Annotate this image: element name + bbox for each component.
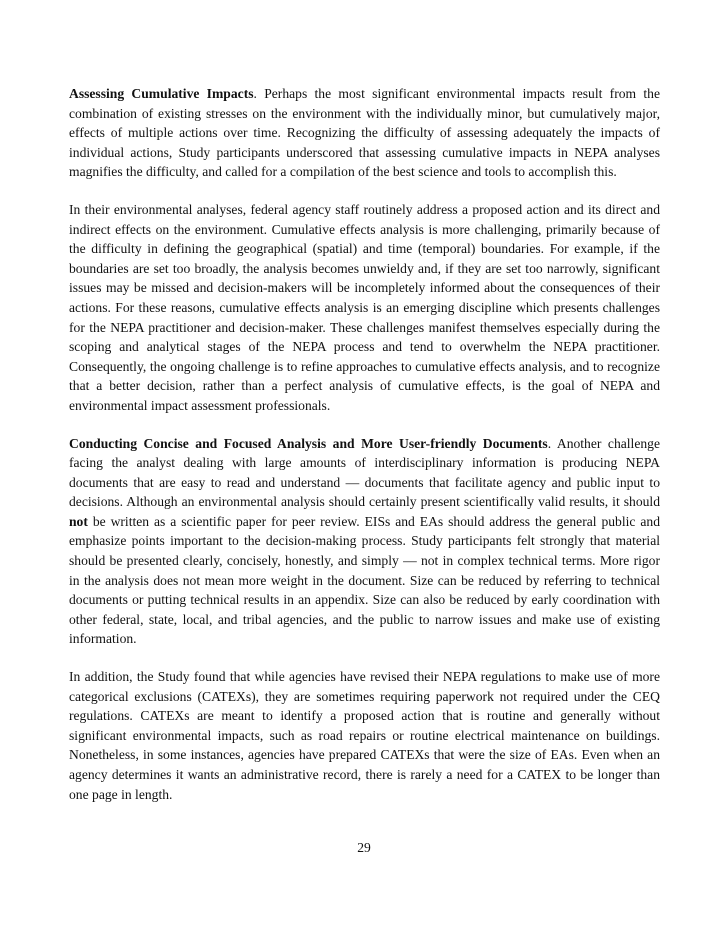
paragraph-assessing-cumulative-impacts: [69, 84, 660, 182]
heading-period: .: [253, 86, 257, 101]
page-number: 29: [357, 840, 371, 855]
document-body: [69, 84, 660, 822]
paragraph-catex: [69, 667, 660, 804]
paragraph-text: Another challenge facing the analyst dealing with large amounts of interdisciplinary information is producing NEPA documents that are easy to read and understand — documents that facilitate agency and public input to decisions. Although an environmental analysis should certainly present scientifically valid results, it should: [69, 435, 660, 510]
paragraph-text-continued: be written as a scientific paper for peer review. EISs and EAs should address the general public and emphasize points important to the decision-making process. Study participants felt strongly that material should be presented clearly, concisely, honestly, and simply — not in complex technical terms. More rigor in the analysis does not mean more weight in the document. Size can be reduced by referring to technical documents or putting technical results in an appendix. Size can also be reduced by early coordination with other federal, state, local, and tribal agencies, and the public to narrow issues and make use of existing information.: [69, 513, 660, 647]
paragraph-text: Perhaps the most significant environmental impacts result from the combination of existing stresses on the environment with the individually minor, but cumulatively major, effects of multiple actions over time. Recognizing the difficulty of assessing adequately the impacts of individual actions, Study participants underscored that assessing cumulative impacts in NEPA analyses magnifies the difficulty, and called for a compilation of the best science and tools to accomplish this.: [69, 86, 660, 180]
emphasis-not: not: [69, 513, 88, 529]
heading-period: .: [547, 435, 552, 451]
paragraph-concise-analysis: [69, 434, 660, 650]
section-heading: Assessing Cumulative Impacts: [69, 86, 254, 101]
paragraph-text: In addition, the Study found that while agencies have revised their NEPA regulations to make use of more categorical exclusions (CATEXs), they are sometimes requiring paperwork not required under the CEQ regulations. CATEXs are meant to identify a proposed action that is routine and generally without significant environmental impacts, such as road repairs or routine electrical maintenance on buildings. Nonetheless, in some instances, agencies have prepared CATEXs that were the size of EAs. Even when an agency determines it wants an administrative record, there is rarely a need for a CATEX to be longer than one page in length.: [69, 669, 660, 802]
paragraph-text: In their environmental analyses, federal agency staff routinely address a proposed action and its direct and indirect effects on the environment. Cumulative effects analysis is more challenging, primarily because of the difficulty in defining the geographical (spatial) and time (temporal) boundaries. For example, if the boundaries are set too broadly, the analysis becomes unwieldy and, if they are set too narrowly, significant issues may be missed and decision-makers will be incompletely informed about the consequences of their actions. For these reasons, cumulative effects analysis is an emerging discipline which presents challenges for the NEPA practitioner and decision-maker. These challenges manifest themselves especially during the scoping and analytical stages of the NEPA process and tend to overwhelm the NEPA practitioner. Consequently, the ongoing challenge is to refine approaches to cumulative effects analysis, and to recognize that a better decision, rather than a perfect analysis of cumulative effects, is the goal of NEPA and environmental impact assessment professionals.: [69, 201, 660, 413]
section-heading: Conducting Concise and Focused Analysis and More User-friendly Documents: [69, 435, 548, 451]
paragraph-environmental-analyses: [69, 200, 660, 416]
